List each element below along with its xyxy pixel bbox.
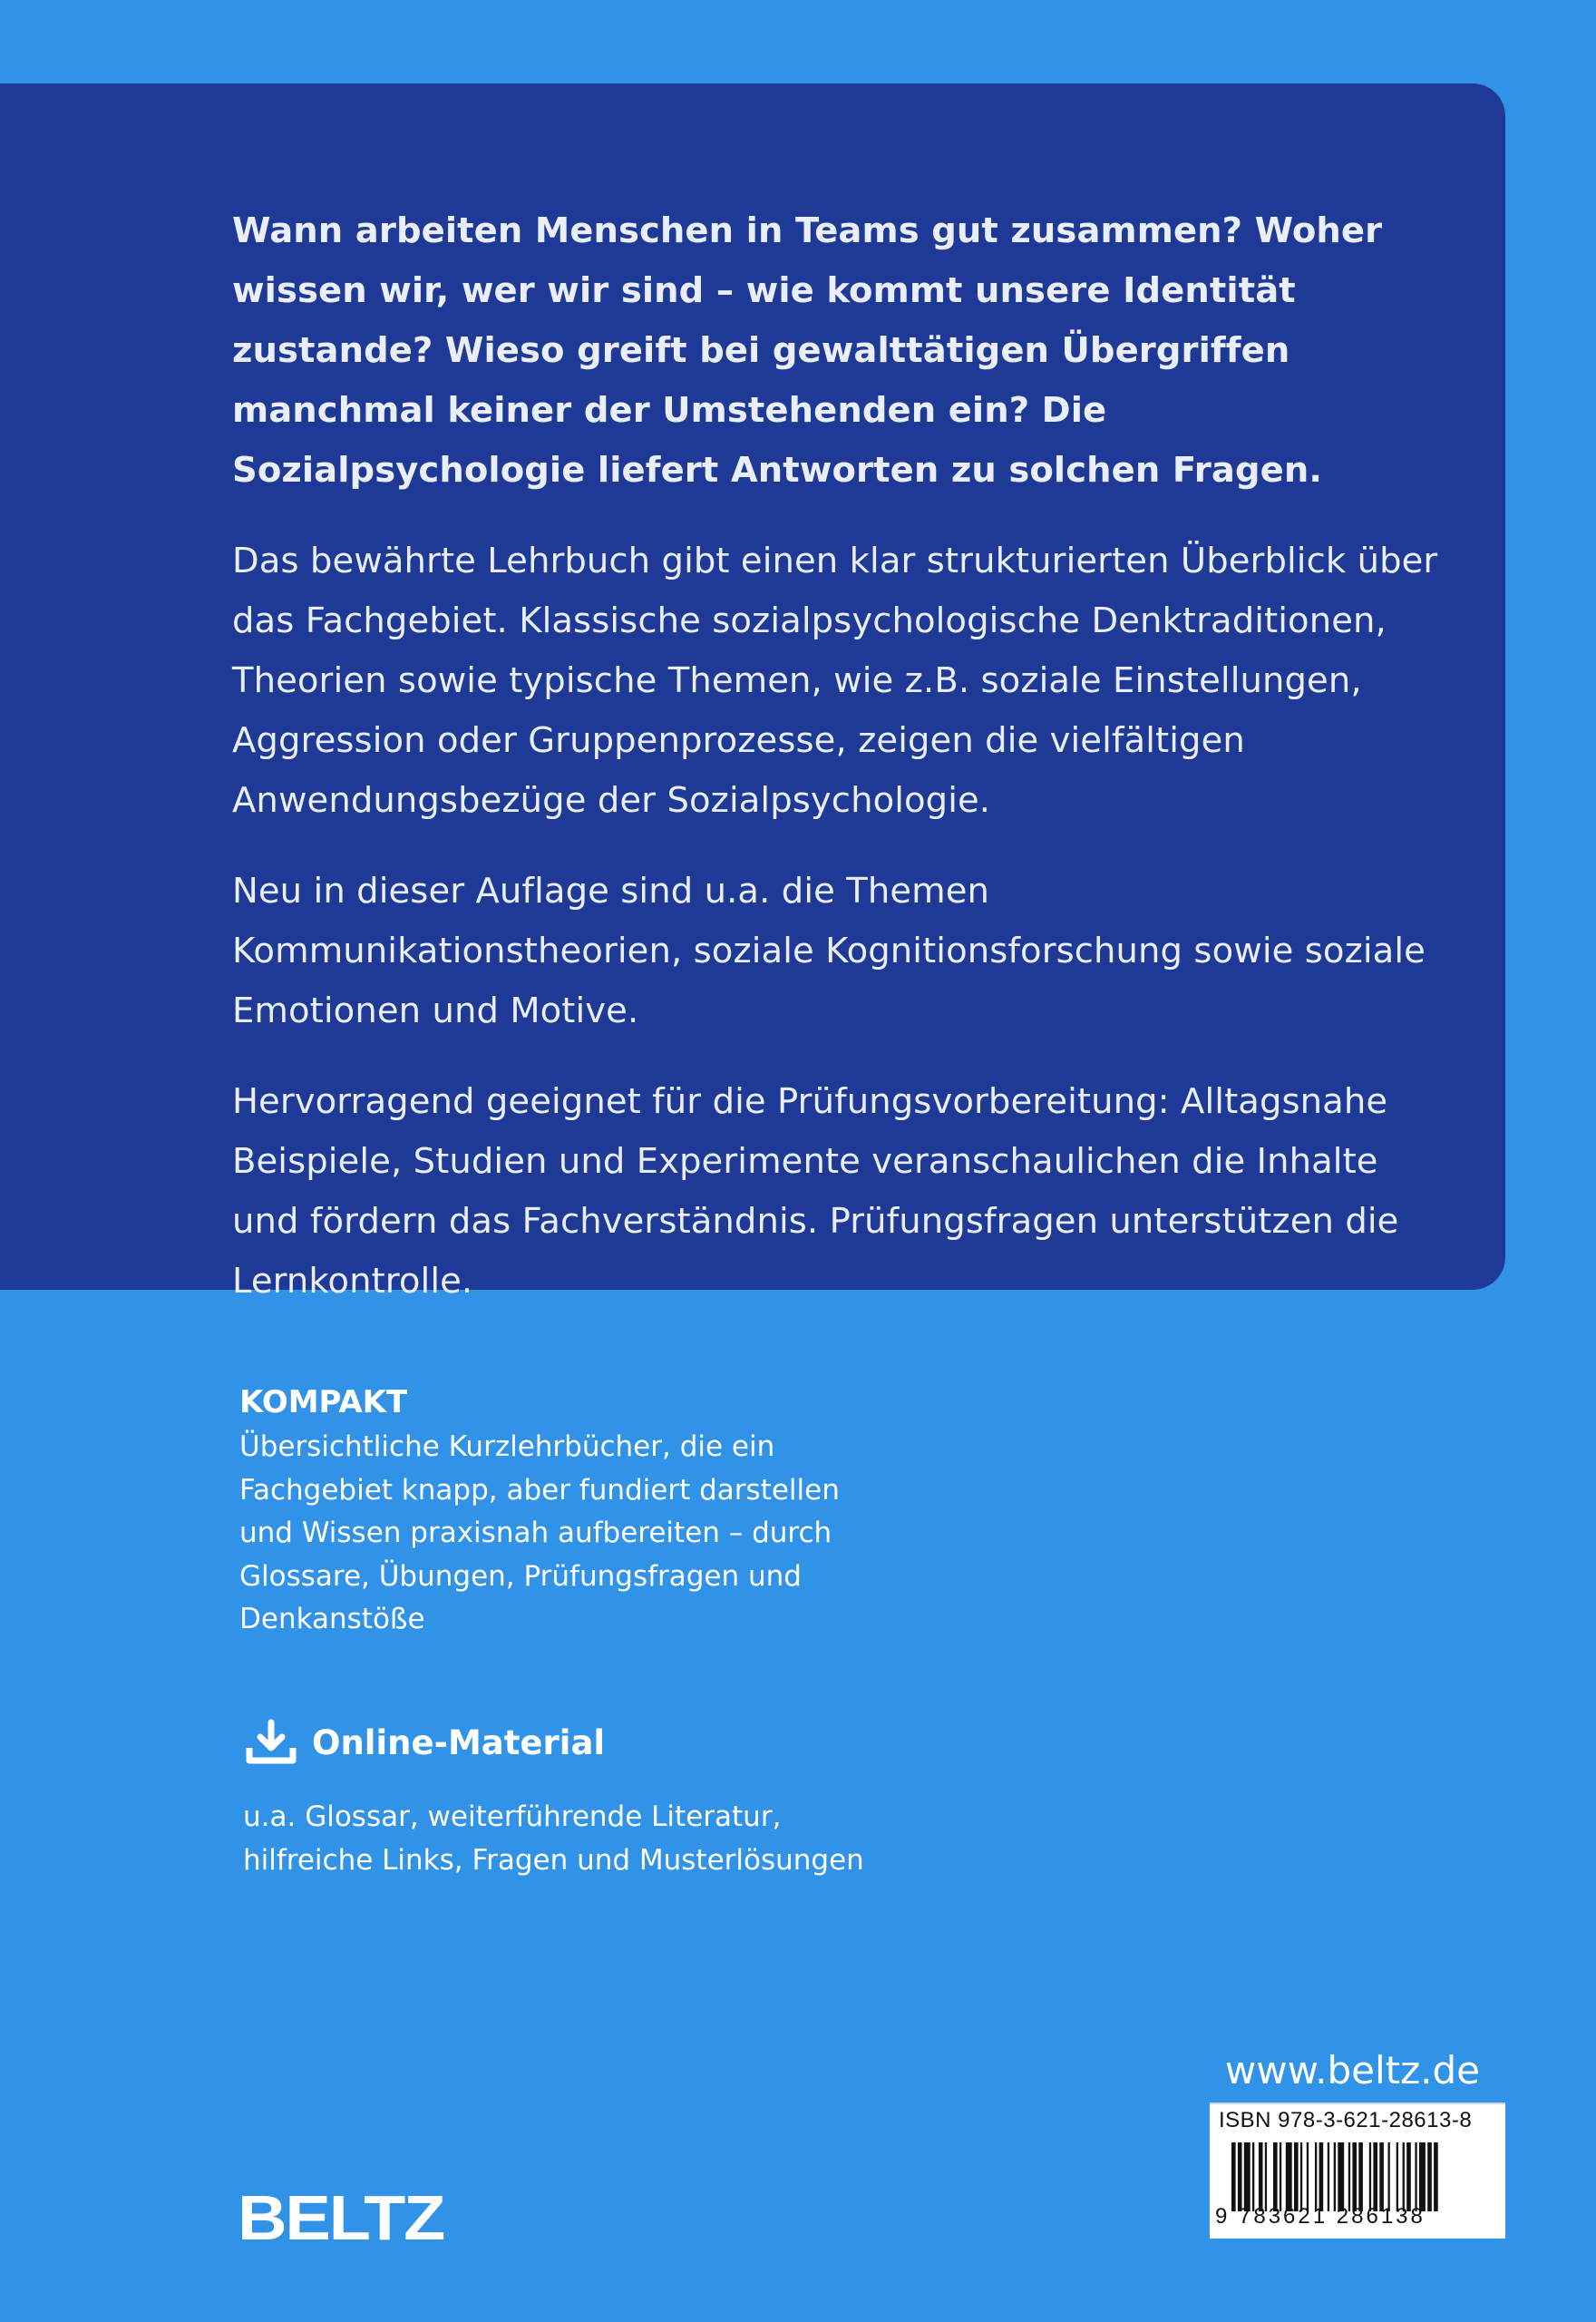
download-icon <box>243 1719 299 1768</box>
barcode-bar <box>1358 2142 1363 2211</box>
barcode-digits: 9 783621 286138 <box>1215 2204 1426 2229</box>
blurb-lead-paragraph: Wann arbeiten Menschen in Teams gut zusammen? Woher wissen wir, wer wir sind – wie kommt unsere Identität zustande? Wieso greift bei gewalttätigen Übergriffen manchmal keiner der Umstehenden ein? Die Sozialpsychologie liefert Antworten zu solchen Fragen. <box>232 210 1383 491</box>
barcode-bar <box>1427 2142 1432 2211</box>
isbn-number: ISBN 978-3-621-28613-8 <box>1219 2108 1473 2132</box>
blurb-panel <box>0 83 1505 1302</box>
blurb-text <box>232 201 1447 1342</box>
series-title: KOMPAKT <box>239 1384 408 1420</box>
online-material-info <box>243 1716 878 1882</box>
barcode-bar <box>1373 2142 1377 2211</box>
barcode-bars <box>1231 2142 1494 2211</box>
barcode-bar <box>1403 2142 1405 2211</box>
series-info <box>239 1381 874 1642</box>
barcode-bar <box>1319 2142 1324 2211</box>
barcode-bar <box>1328 2142 1329 2211</box>
barcode-bar <box>1434 2142 1438 2211</box>
online-material-heading <box>243 1716 878 1771</box>
barcode-bar <box>1415 2142 1416 2211</box>
barcode-bar <box>1379 2142 1384 2211</box>
barcode-bar <box>1388 2142 1390 2211</box>
barcode-bar <box>1231 2142 1236 2211</box>
barcode-bar <box>1334 2142 1336 2211</box>
barcode-bar <box>1352 2142 1357 2211</box>
barcode-bar <box>1294 2142 1299 2211</box>
barcode-bar <box>1419 2142 1426 2211</box>
blurb-paragraph: Neu in dieser Auflage sind u.a. die Themen Kommunikationstheorien, soziale Kognitionsforschung sowie soziale Emotionen und Motive. <box>232 871 1426 1031</box>
barcode-bar <box>1238 2142 1242 2211</box>
barcode-bar <box>1348 2142 1350 2211</box>
barcode-bar <box>1406 2142 1411 2211</box>
isbn-barcode <box>1210 2102 1505 2239</box>
barcode-bar <box>1273 2142 1278 2211</box>
barcode-bar <box>1307 2142 1309 2211</box>
barcode-bar <box>1300 2142 1302 2211</box>
barcode-bar <box>1338 2142 1344 2211</box>
series-description: Übersichtliche Kurzlehrbücher, die ein Fachgebiet knapp, aber fundiert darstellen und Wissen praxisnah aufbereiten – durch Glossare, Übungen, Prüfungsfragen und Denkanstöße <box>239 1430 840 1635</box>
barcode-bar <box>1265 2142 1267 2211</box>
blurb-paragraph: Das bewährte Lehrbuch gibt einen klar strukturierten Überblick über das Fachgebiet. Klassische sozialpsychologische Denktraditionen, Theorien sowie typische Themen, wie z.B. soziale Einstellungen, Aggression oder Gruppenprozesse, zeigen die vielfältigen Anwendungsbezüge der Sozialpsychologie. <box>232 541 1438 821</box>
publisher-url: www.beltz.de <box>1224 2048 1480 2093</box>
blurb-paragraph: Hervorragend geeignet für die Prüfungsvorbereitung: Alltagsnahe Beispiele, Studien und Experimente veranschaulichen die Inhalte und fördern das Fachverständnis. Prüfungsfragen unterstützen die Lernkontrolle. <box>232 1081 1399 1302</box>
barcode-bar <box>1396 2142 1398 2211</box>
barcode-bar <box>1244 2142 1251 2211</box>
barcode-bar <box>1315 2142 1317 2211</box>
online-material-title: Online-Material <box>312 1723 606 1762</box>
barcode-bar <box>1369 2142 1371 2211</box>
online-material-description: u.a. Glossar, weiterführende Literatur, hilfreiche Links, Fragen und Musterlösungen <box>243 1800 864 1877</box>
barcode-bar <box>1259 2142 1263 2211</box>
barcode-bar <box>1280 2142 1281 2211</box>
publisher-logo: BELTZ <box>238 2182 444 2253</box>
barcode-bar <box>1252 2142 1254 2211</box>
barcode-bar <box>1286 2142 1292 2211</box>
